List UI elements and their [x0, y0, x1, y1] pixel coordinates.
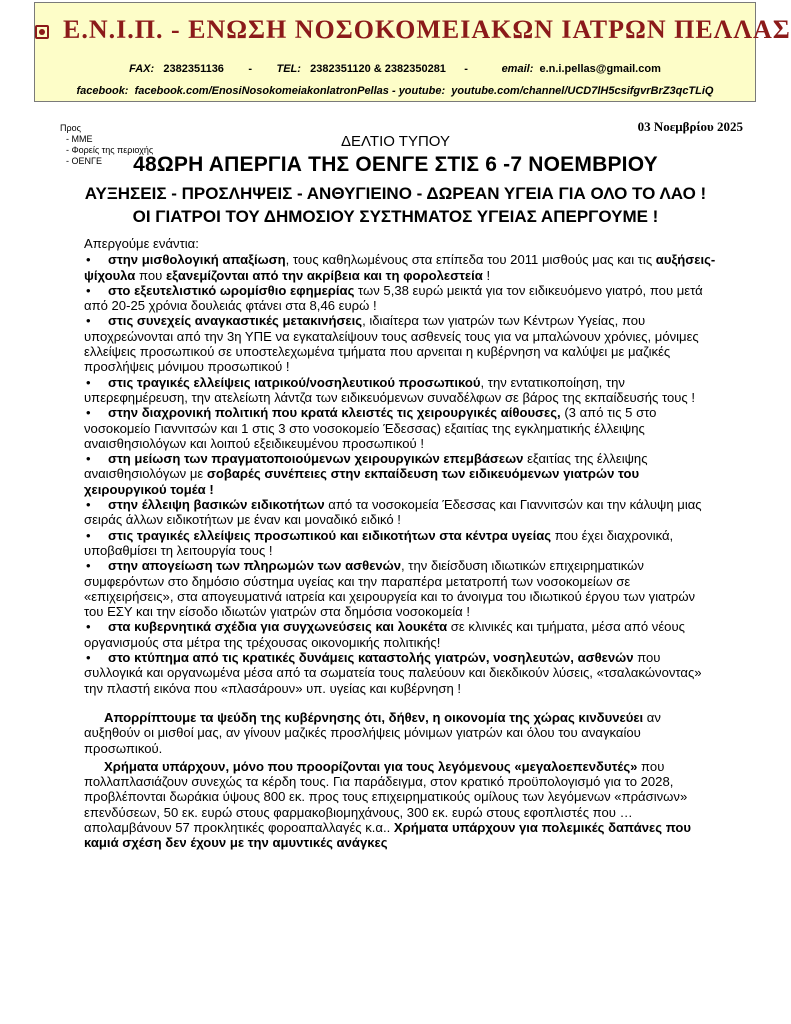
grievance-text2: που: [135, 267, 166, 283]
grievance-item: [84, 405, 716, 451]
grievance-item: [84, 528, 716, 559]
document-date: 03 Νοεμβρίου 2025: [637, 119, 743, 134]
recipient-item: - ΜΜΕ: [60, 134, 153, 145]
grievance-item: [84, 375, 716, 406]
bullet-icon: [35, 25, 49, 39]
union-title-text: Ε.Ν.Ι.Π. - ΕΝΩΣΗ ΝΟΣΟΚΟΜΕΙΑΚΩΝ ΙΑΤΡΩΝ ΠΕΛΛΑΣ: [63, 15, 791, 44]
intro-text: Απεργούμε ενάντια:: [84, 236, 199, 251]
fax-label: FAX:: [129, 63, 155, 75]
grievance-bold: στις τραγικές ελλείψεις ιατρικού/νοσηλευτικού προσωπικού: [108, 374, 481, 390]
press-release-body: [84, 236, 716, 851]
paragraph-2-bold: Χρήματα υπάρχουν, μόνο που προορίζονται για τους λεγόμενους «μεγαλοεπενδυτές»: [104, 758, 638, 774]
grievance-bold: στη μείωση των πραγματοποιούμενων χειρουργικών επεμβάσεων: [108, 451, 524, 467]
tel-number: 2382351120 & 2382350281: [310, 63, 446, 75]
grievance-list: [84, 252, 716, 696]
facebook-label: facebook:: [76, 85, 129, 97]
email-label: email:: [501, 63, 534, 75]
bullet-icon: [84, 313, 108, 328]
bullet-icon: [84, 528, 108, 543]
grievance-item: [84, 252, 716, 283]
grievance-text: από τα νοσοκομεία Έδεσσας και Γιαννιτσών και την κάλυψη μιας σειράς άλλων ειδικοτήτων με έναν και μοναδικό ειδικό !: [84, 497, 702, 528]
recipient-item: - Φορείς της περιοχής: [60, 145, 153, 156]
grievance-item: [84, 283, 716, 314]
bullet-icon: [84, 283, 108, 298]
paragraph-1-bold: Απορρίπτουμε τα ψεύδη της κυβέρνησης ότι, δήθεν, η οικονομία της χώρας κινδυνεύει: [104, 709, 644, 725]
grievance-text: που έχει διαχρονικά, υποβαθμίσει τη λειτουργία τους !: [84, 527, 674, 558]
grievance-bold: στα κυβερνητικά σχέδια για συγχωνεύσεις και λουκέτα: [108, 619, 448, 635]
tel-label: TEL:: [276, 63, 301, 75]
grievance-bold: στις συνεχείς αναγκαστικές μετακινήσεις: [108, 313, 363, 329]
grievance-text: , ιδιαίτερα των γιατρών των Κέντρων Υγείας, που υποχρεώνονται από την 3η ΥΠΕ να εγκαταλείψουν τους ασθενείς τους για να μπαλώνουν χρόνιες, μόνιμες ελλείψεις προσωπικού σε υποστελεχωμένα τμήματα που αρνειται η κυβέρνηση να καλύψει με μαζικές προσλήψεις μόνιμου προσωπικού !: [84, 313, 699, 375]
grievance-text: , τους καθηλωμένους στα επίπεδα του 2011 μισθούς μας και τις: [285, 252, 656, 268]
grievance-bold: στο κτύπημα από τις κρατικές δυνάμεις καταστολής γιατρών, νοσηλευτών, ασθενών: [108, 650, 634, 666]
grievance-bold3: εξανεμίζονται από την ακρίβεια και τη φορολεστεία: [165, 267, 483, 283]
paragraph-2-text: που πολλαπλασιάζουν συνεχώς τα κέρδη τους. Για παράδειγμα, στον κρατικό προϋπολογισμό για το 2028, προβλέπονται δωράκια ύψους 800 εκ. προς τους επιχειρηματικούς ομίλους των λεγόμενων «πράσινων» επενδύσεων, 50 εκ. ευρώ στους φαρμακοβιομηχάνους, 300 εκ. ευρώ στους εφοπλιστές που …απολαμβάνουν 57 προκλητικές φοροαπαλλαγές κ.α..: [84, 758, 688, 835]
subheadline-1: ΑΥΞΗΣΕΙΣ - ΠΡΟΣΛΗΨΕΙΣ - ΑΝΘΥΓΙΕΙΝΟ - ΔΩΡΕΑΝ ΥΓΕΙΑ ΓΙΑ ΟΛΟ ΤΟ ΛΑΟ !: [84, 184, 707, 203]
grievance-bold: στην έλλειψη βασικών ειδικοτήτων: [108, 497, 325, 513]
paragraph-2-bold-end: Χρήματα υπάρχουν για πολεμικές δαπάνες που καμιά σχέση δεν έχουν με την αμυντικές ανάγκες: [84, 819, 691, 851]
subheadline-2: ΟΙ ΓΙΑΤΡΟΙ ΤΟΥ ΔΗΜΟΣΙΟΥ ΣΥΣΤΗΜΑΤΟΣ ΥΓΕΙΑΣ ΑΠΕΡΓΟΥΜΕ !: [132, 207, 659, 226]
grievance-item: [84, 313, 716, 374]
grievance-text: σε κλινικές και τμήματα, μέσα από νέους οργανισμούς στα μέτρα της τρέχουσας οικονομικής πολιτικής!: [84, 619, 685, 650]
grievance-bold2: σοβαρές συνέπειες στην εκπαίδευση των ειδικευόμενων γιατρών του χειρουργικού τομέα !: [84, 466, 640, 497]
bullet-icon: [84, 619, 108, 634]
grievance-item: [84, 451, 716, 497]
paragraph-1: [84, 710, 716, 756]
grievance-text3: !: [482, 267, 491, 283]
letterhead: [34, 2, 791, 102]
headline: 48ΩΡΗ ΑΠΕΡΓΙΑ ΤΗΣ ΟΕΝΓΕ ΣΤΙΣ 6 -7 ΝΟΕΜΒΡΙΟΥ: [133, 153, 658, 176]
bullet-icon: [84, 405, 108, 420]
grievance-item: [84, 619, 716, 650]
grievance-text: , την εντατικοποίηση, την υπερεφημέρευση, την ατελείωτη λάντζα των ειδικευόμενων συναδέλφων σε βάρος της εκπαίδευσής τους !: [84, 374, 696, 405]
fax-number: 2382351136: [163, 63, 224, 75]
grievance-item: [84, 497, 716, 528]
bullet-icon: [84, 451, 108, 466]
union-title: [35, 15, 791, 45]
document-type: ΔΕΛΤΙΟ ΤΥΠΟΥ: [340, 133, 450, 150]
recipient-item: - ΟΕΝΓΕ: [60, 156, 153, 167]
grievance-bold: στο εξευτελιστικό ωρομίσθιο εφημερίας: [108, 282, 355, 298]
grievance-text: που συλλογικά και οργανωμένα μέσα από τα σωματεία τους παλεύουν και διεκδικούν λύσεις, «τσαλακώνοντας» την πλαστή εικόνα που «πλασάρουν» υπ. υγείας και κυβέρνηση !: [84, 650, 702, 696]
paragraph-2: [84, 759, 716, 851]
grievance-bold: στις τραγικές ελλείψεις προσωπικού και ειδικοτήτων στα κέντρα υγείας: [108, 527, 552, 543]
grievance-text: εξαιτίας της έλλειψης αναισθησιολόγων με: [84, 451, 648, 482]
paragraph-1-text: αν αυξηθούν οι μισθοί μας, αν γίνουν μαζικές προσλήψεις μόνιμων γιατρών και όλου του αναγκαίου προσωπικού.: [84, 709, 661, 756]
grievance-bold: στην διαχρονική πολιτική που κρατά κλειστές τις χειρουργικές αίθουσες,: [108, 405, 561, 421]
social-line: facebook: facebook.com/EnosiNosokomeiakonlatronPellas - youtube: youtube.com/channel/UCD7lH5csifgvrBrZ3qcTLiQ: [76, 85, 714, 97]
grievance-bold2: αυξήσεις-ψίχουλα: [84, 252, 716, 283]
facebook-link[interactable]: facebook.com/EnosiNosokomeiakonlatronPellas: [134, 85, 389, 97]
bullet-icon: [84, 558, 108, 573]
grievance-text: (3 από τις 5 στο νοσοκομείο Γιαννιτσών και 1 στις 3 στο νοσοκομείο Έδεσσας) εξαιτίας της εγκληματικής έλλειψης αναισθησιολόγων και λοιπού εξειδικευμένου προσωπικού !: [84, 405, 657, 451]
grievance-text: , την διείσδυση ιδιωτικών επιχειρηματικών συμφερόντων στο δημόσιο σύστημα υγείας και την παραπέρα μετατροπή των νοσοκομείων σε «επιχειρήσεις», στα απογευματινά ιατρεία και χειρουργεία και το άνοιγμα του ιδιωτικού έργου των γιατρών του ΕΣΥ και την είσοδο ιδιωτών γιατρών στα δημόσια νοσοκομεία !: [84, 558, 696, 620]
email-link[interactable]: e.n.i.pellas@gmail.com: [539, 63, 661, 75]
recipients-label: Προς: [60, 123, 81, 133]
bullet-icon: [84, 252, 108, 267]
grievance-bold: στην απογείωση των πληρωμών των ασθενών: [108, 558, 402, 574]
grievance-item: [84, 650, 716, 696]
youtube-link[interactable]: youtube.com/channel/UCD7lH5csifgvrBrZ3qcTLiQ: [451, 85, 714, 97]
bullet-icon: [84, 650, 108, 665]
youtube-label: youtube:: [398, 85, 446, 97]
grievance-bold: στην μισθολογική απαξίωση: [108, 252, 286, 268]
grievance-item: [84, 558, 716, 619]
bullet-icon: [84, 375, 108, 390]
contact-line: FAX: 2382351136 - TEL: 2382351120 & 2382350281 - email: e.n.i.pellas@gmail.com: [129, 63, 661, 75]
grievance-text: των 5,38 ευρώ μεικτά για τον ειδικευόμενο γιατρό, που μετά από 20-25 χρόνια δουλειάς φτάνει στα 8,46 ευρώ !: [84, 282, 703, 314]
bullet-icon: [84, 497, 108, 512]
